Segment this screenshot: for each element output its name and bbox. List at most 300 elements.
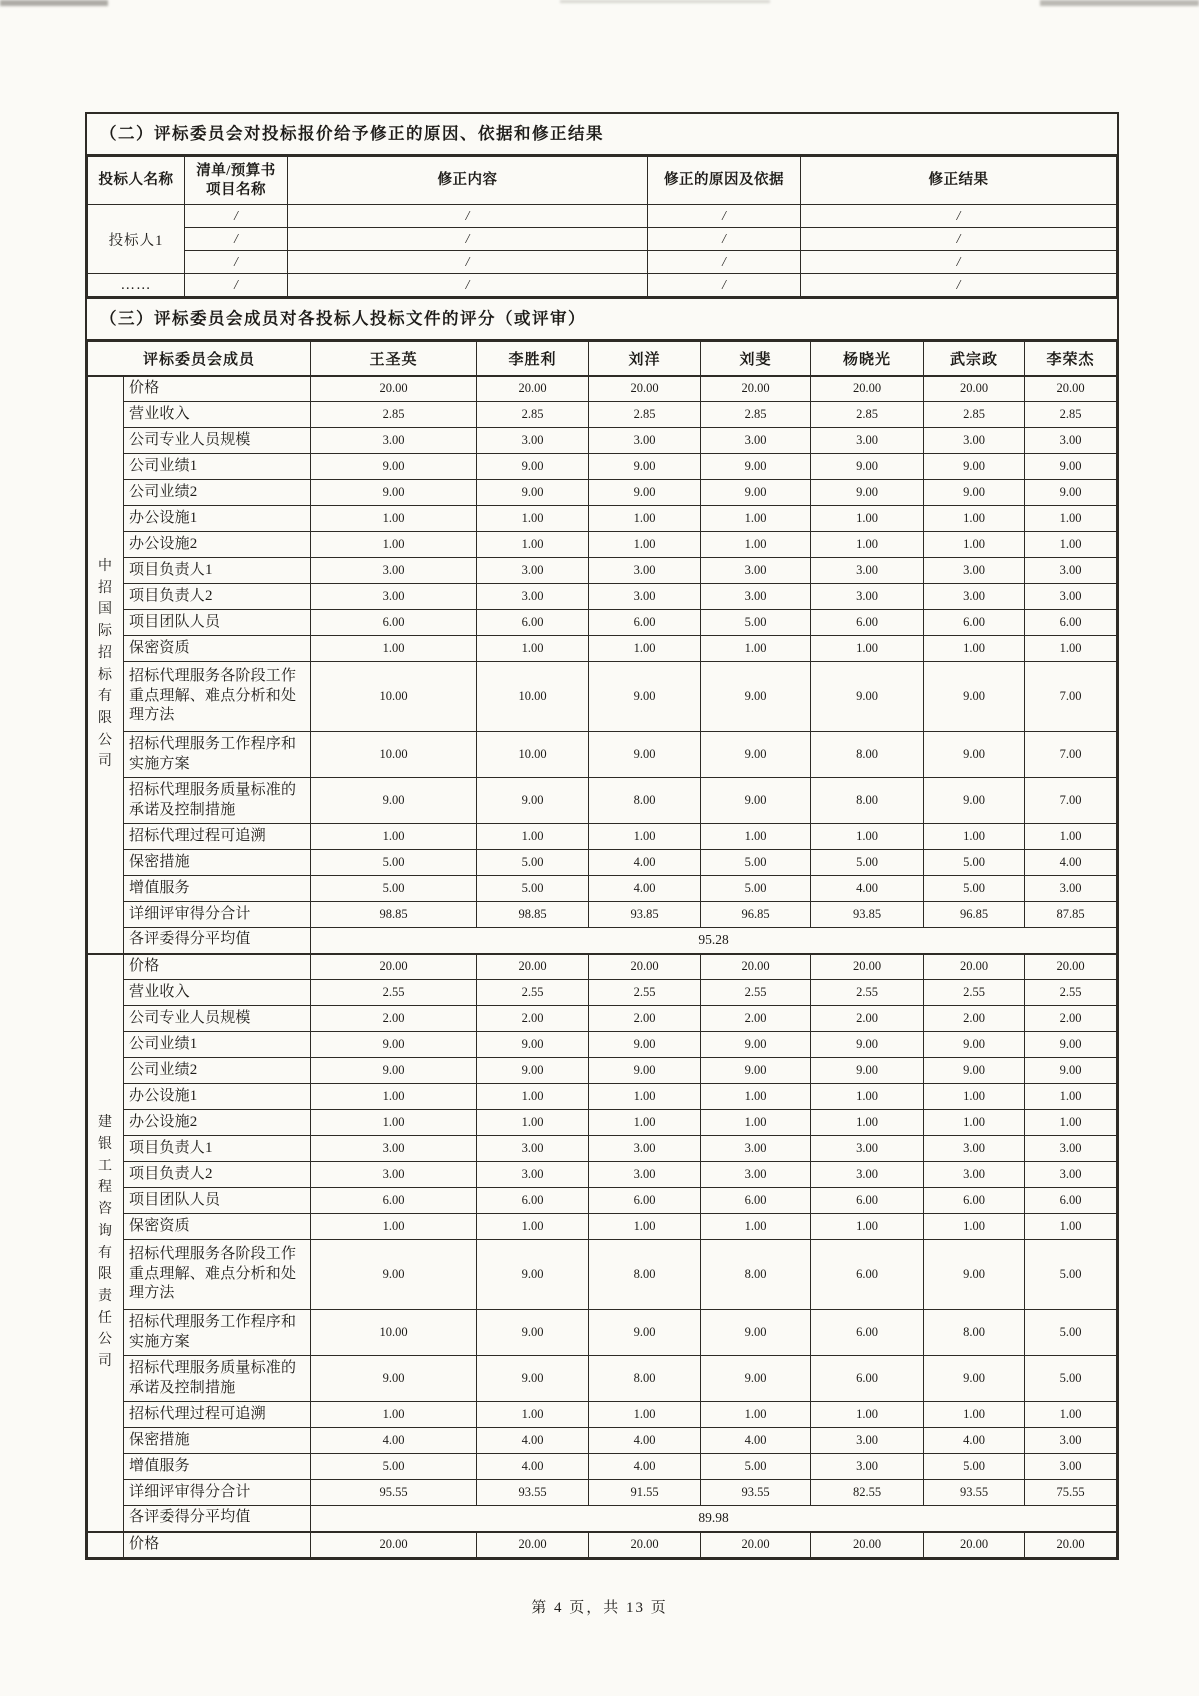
criteria-label: 保密措施 [124,1428,311,1454]
score-cell: 3.00 [811,558,924,584]
score-cell: 6.00 [589,610,701,636]
criteria-label: 办公设施2 [124,532,311,558]
score-cell: 2.55 [701,980,811,1006]
score-cell: 9.00 [701,480,811,506]
score-cell: 1.00 [477,1084,589,1110]
score-cell: 3.00 [1025,1454,1117,1480]
criteria-label: 公司业绩2 [124,1058,311,1084]
score-cell: 9.00 [924,662,1025,732]
criteria-label: 保密措施 [124,850,311,876]
score-cell: 3.00 [924,428,1025,454]
score-cell: 3.00 [589,584,701,610]
score-row [88,1032,1117,1058]
score-cell: 3.00 [311,558,477,584]
score-cell: 3.00 [311,1136,477,1162]
score-row [88,1214,1117,1240]
slash-cell: / [185,205,288,228]
score-cell: 9.00 [701,662,811,732]
score-row [88,1188,1117,1214]
average-value: 95.28 [311,928,1117,954]
score-row [88,1310,1117,1356]
score-cell: 5.00 [311,876,477,902]
score-cell: 9.00 [1025,1032,1117,1058]
score-cell: 5.00 [477,850,589,876]
criteria-label: 公司专业人员规模 [124,1006,311,1032]
member-header-cell: 评标委员会成员 [88,342,311,376]
score-cell: 5.00 [701,1454,811,1480]
score-cell: 2.85 [311,402,477,428]
score-cell: 9.00 [589,480,701,506]
criteria-label: 营业收入 [124,402,311,428]
score-cell: 9.00 [477,1058,589,1084]
scan-artifact [1040,0,1199,6]
score-cell: 1.00 [477,1110,589,1136]
score-cell: 1.00 [701,824,811,850]
score-cell: 9.00 [477,1356,589,1402]
score-cell: 5.00 [924,850,1025,876]
score-cell: 3.00 [1025,428,1117,454]
scan-artifact [0,0,108,6]
score-cell: 2.85 [477,402,589,428]
score-cell: 1.00 [311,532,477,558]
score-cell: 20.00 [1025,1532,1117,1558]
criteria-label: 招标代理服务工作程序和实施方案 [124,1310,311,1356]
score-cell: 5.00 [1025,1240,1117,1310]
slash-cell: / [185,274,288,297]
score-cell: 2.85 [701,402,811,428]
total-cell: 87.85 [1025,902,1117,928]
criteria-label: 保密资质 [124,1214,311,1240]
col-header-reason: 修正的原因及依据 [648,157,801,205]
score-cell: 1.00 [924,1402,1025,1428]
score-cell: 5.00 [701,610,811,636]
score-cell: 4.00 [811,876,924,902]
score-row [88,428,1117,454]
score-cell: 1.00 [589,1402,701,1428]
criteria-label: 办公设施1 [124,1084,311,1110]
score-row [88,532,1117,558]
criteria-label: 办公设施2 [124,1110,311,1136]
score-cell: 9.00 [701,454,811,480]
score-row [88,1162,1117,1188]
score-cell: 3.00 [477,1162,589,1188]
score-row [88,1136,1117,1162]
score-cell: 2.85 [811,402,924,428]
score-cell: 7.00 [1025,732,1117,778]
score-cell: 1.00 [589,532,701,558]
score-cell: 3.00 [811,584,924,610]
score-cell: 1.00 [589,636,701,662]
score-cell: 4.00 [477,1428,589,1454]
total-cell: 93.55 [924,1480,1025,1506]
score-cell: 9.00 [924,1240,1025,1310]
score-cell: 9.00 [311,454,477,480]
score-cell: 8.00 [589,1356,701,1402]
score-cell: 20.00 [311,376,477,402]
total-cell: 93.85 [811,902,924,928]
score-cell: 9.00 [1025,480,1117,506]
member-name: 李胜利 [477,342,589,376]
score-cell: 9.00 [924,1032,1025,1058]
score-cell: 3.00 [1025,1162,1117,1188]
score-cell: 1.00 [1025,1110,1117,1136]
criteria-label: 项目负责人2 [124,1162,311,1188]
average-label: 各评委得分平均值 [124,1506,311,1532]
score-cell: 1.00 [811,824,924,850]
score-cell: 9.00 [701,1356,811,1402]
score-row [88,584,1117,610]
score-cell: 9.00 [477,454,589,480]
score-cell: 6.00 [811,1310,924,1356]
score-cell: 1.00 [811,1402,924,1428]
company-name-empty [88,1532,124,1558]
score-cell: 10.00 [477,732,589,778]
score-cell: 10.00 [311,662,477,732]
score-cell: 1.00 [924,532,1025,558]
criteria-label: 招标代理服务工作程序和实施方案 [124,732,311,778]
score-cell: 4.00 [589,850,701,876]
score-cell: 9.00 [701,1058,811,1084]
average-value: 89.98 [311,1506,1117,1532]
score-cell: 5.00 [924,876,1025,902]
score-cell: 1.00 [701,1214,811,1240]
correction-row [88,205,1117,228]
criteria-label: 增值服务 [124,1454,311,1480]
score-cell: 5.00 [924,1454,1025,1480]
criteria-label: 营业收入 [124,980,311,1006]
criteria-label: 公司专业人员规模 [124,428,311,454]
score-row [88,1454,1117,1480]
score-cell: 9.00 [1025,1058,1117,1084]
score-cell: 6.00 [1025,610,1117,636]
bidder-name: …… [88,274,185,297]
score-cell: 5.00 [1025,1356,1117,1402]
score-cell: 1.00 [811,1084,924,1110]
score-cell: 2.55 [1025,980,1117,1006]
score-cell: 4.00 [701,1428,811,1454]
slash-cell: / [648,251,801,274]
score-row [88,1084,1117,1110]
section3-title: （三）评标委员会成员对各投标人投标文件的评分（或评审） [87,297,1117,341]
score-row [88,1058,1117,1084]
score-cell: 6.00 [811,1188,924,1214]
score-cell: 9.00 [589,454,701,480]
correction-row [88,228,1117,251]
criteria-label: 招标代理服务质量标准的承诺及控制措施 [124,778,311,824]
criteria-label: 招标代理服务质量标准的承诺及控制措施 [124,1356,311,1402]
score-row [88,1006,1117,1032]
score-cell: 1.00 [589,1110,701,1136]
scan-artifact [560,0,770,3]
score-cell: 1.00 [477,636,589,662]
page-footer: 第 4 页，共 13 页 [531,1600,668,1616]
score-cell: 9.00 [924,454,1025,480]
score-cell: 20.00 [589,1532,701,1558]
score-cell: 8.00 [589,778,701,824]
slash-cell: / [648,205,801,228]
criteria-label: 保密资质 [124,636,311,662]
score-cell: 1.00 [589,506,701,532]
criteria-label: 公司业绩2 [124,480,311,506]
score-cell: 9.00 [924,480,1025,506]
score-row [88,850,1117,876]
score-cell: 1.00 [701,1084,811,1110]
col-header-result: 修正结果 [801,157,1117,205]
criteria-label: 招标代理过程可追溯 [124,824,311,850]
score-cell: 9.00 [811,1058,924,1084]
score-row [88,480,1117,506]
score-row [88,610,1117,636]
score-cell: 1.00 [477,506,589,532]
score-cell: 20.00 [701,954,811,980]
score-cell: 10.00 [477,662,589,732]
score-cell: 3.00 [477,584,589,610]
scores-table [87,341,1117,1558]
score-cell: 3.00 [477,558,589,584]
score-row [88,454,1117,480]
score-cell: 3.00 [311,584,477,610]
score-cell: 6.00 [589,1188,701,1214]
score-cell: 3.00 [1025,584,1117,610]
score-cell: 1.00 [311,1214,477,1240]
score-cell: 6.00 [311,1188,477,1214]
score-row [88,1240,1117,1310]
score-cell: 1.00 [924,1110,1025,1136]
score-cell: 1.00 [1025,532,1117,558]
score-cell: 1.00 [311,636,477,662]
score-cell: 3.00 [477,428,589,454]
criteria-label: 招标代理服务各阶段工作重点理解、难点分析和处理方法 [124,662,311,732]
score-cell: 9.00 [701,778,811,824]
score-cell: 1.00 [311,824,477,850]
score-cell: 6.00 [701,1188,811,1214]
score-cell: 2.00 [311,1006,477,1032]
score-cell: 9.00 [811,1032,924,1058]
col-header-content: 修正内容 [288,157,648,205]
score-cell: 1.00 [924,824,1025,850]
score-cell: 1.00 [477,824,589,850]
total-cell: 96.85 [924,902,1025,928]
score-cell: 1.00 [811,506,924,532]
score-cell: 3.00 [811,428,924,454]
score-cell: 9.00 [1025,454,1117,480]
score-row [88,1356,1117,1402]
score-row [88,778,1117,824]
score-row [88,1110,1117,1136]
member-name: 李荣杰 [1025,342,1117,376]
score-cell: 9.00 [701,732,811,778]
score-cell: 4.00 [589,1454,701,1480]
score-cell: 1.00 [1025,1402,1117,1428]
score-cell: 9.00 [311,1240,477,1310]
criteria-label: 价格 [124,376,311,402]
score-cell: 3.00 [701,428,811,454]
score-cell: 20.00 [589,954,701,980]
score-cell: 2.00 [701,1006,811,1032]
total-cell: 93.55 [477,1480,589,1506]
score-cell: 3.00 [701,1136,811,1162]
col-header-bidder: 投标人名称 [88,157,185,205]
score-cell: 9.00 [589,1032,701,1058]
score-cell: 1.00 [811,1110,924,1136]
member-name: 杨晓光 [811,342,924,376]
score-cell: 9.00 [589,1058,701,1084]
score-cell: 1.00 [701,506,811,532]
correction-row [88,274,1117,297]
slash-cell: / [801,228,1117,251]
score-cell: 7.00 [1025,662,1117,732]
score-cell: 3.00 [589,558,701,584]
criteria-label: 招标代理服务各阶段工作重点理解、难点分析和处理方法 [124,1240,311,1310]
score-cell: 20.00 [701,1532,811,1558]
slash-cell: / [185,251,288,274]
score-cell: 4.00 [589,1428,701,1454]
member-name: 武宗政 [924,342,1025,376]
score-cell: 9.00 [701,1310,811,1356]
score-cell: 4.00 [924,1428,1025,1454]
score-cell: 20.00 [1025,954,1117,980]
score-cell: 3.00 [811,1454,924,1480]
slash-cell: / [288,228,648,251]
score-cell: 6.00 [477,610,589,636]
score-cell: 1.00 [811,636,924,662]
score-cell: 1.00 [1025,506,1117,532]
score-row [88,1402,1117,1428]
score-cell: 9.00 [811,480,924,506]
score-cell: 1.00 [924,506,1025,532]
criteria-label: 公司业绩1 [124,454,311,480]
score-cell: 8.00 [811,732,924,778]
score-cell: 3.00 [811,1136,924,1162]
score-cell: 20.00 [811,954,924,980]
score-cell: 3.00 [311,1162,477,1188]
score-cell: 20.00 [311,954,477,980]
score-cell: 8.00 [811,778,924,824]
score-cell: 9.00 [589,732,701,778]
average-row [88,928,1117,954]
company-name: 中招国际招标有限公司 [88,376,124,954]
score-cell: 2.55 [811,980,924,1006]
score-cell: 9.00 [311,1032,477,1058]
score-cell: 20.00 [924,376,1025,402]
correction-header-row [88,157,1117,205]
document-frame [85,112,1119,1560]
average-row [88,1506,1117,1532]
score-cell: 9.00 [811,662,924,732]
total-label: 详细评审得分合计 [124,902,311,928]
score-cell: 1.00 [589,1084,701,1110]
score-row [88,954,1117,980]
score-row [88,376,1117,402]
score-cell: 5.00 [311,1454,477,1480]
slash-cell: / [648,228,801,251]
score-cell: 6.00 [311,610,477,636]
total-cell: 93.85 [589,902,701,928]
total-cell: 96.85 [701,902,811,928]
score-cell: 9.00 [589,662,701,732]
score-cell: 20.00 [1025,376,1117,402]
correction-table-body [88,205,1117,297]
score-row [88,980,1117,1006]
slash-cell: / [801,274,1117,297]
slash-cell: / [801,205,1117,228]
score-cell: 3.00 [811,1162,924,1188]
score-cell: 2.55 [924,980,1025,1006]
average-label: 各评委得分平均值 [124,928,311,954]
score-cell: 2.85 [1025,402,1117,428]
score-cell: 20.00 [811,1532,924,1558]
score-cell: 10.00 [311,1310,477,1356]
score-cell: 20.00 [477,954,589,980]
score-cell: 1.00 [311,1110,477,1136]
bidder-name: 投标人1 [88,205,185,274]
score-cell: 1.00 [1025,1214,1117,1240]
score-row [88,662,1117,732]
criteria-label: 项目负责人1 [124,558,311,584]
score-cell: 4.00 [1025,850,1117,876]
total-cell: 98.85 [477,902,589,928]
score-cell: 5.00 [477,876,589,902]
score-cell: 1.00 [701,1110,811,1136]
total-cell: 93.55 [701,1480,811,1506]
criteria-label: 招标代理过程可追溯 [124,1402,311,1428]
score-cell: 9.00 [477,1240,589,1310]
total-label: 详细评审得分合计 [124,1480,311,1506]
score-cell: 20.00 [924,954,1025,980]
member-name: 刘斐 [701,342,811,376]
score-cell: 1.00 [1025,1084,1117,1110]
score-cell: 1.00 [701,532,811,558]
score-row [88,876,1117,902]
score-cell: 6.00 [811,1356,924,1402]
score-row [88,558,1117,584]
score-cell: 1.00 [589,824,701,850]
score-cell: 9.00 [924,778,1025,824]
score-cell: 3.00 [924,558,1025,584]
section2-title: （二）评标委员会对投标报价给予修正的原因、依据和修正结果 [87,114,1117,156]
total-cell: 98.85 [311,902,477,928]
score-cell: 3.00 [589,1136,701,1162]
score-cell: 3.00 [924,1162,1025,1188]
criteria-label: 公司业绩1 [124,1032,311,1058]
score-cell: 1.00 [1025,636,1117,662]
score-cell: 3.00 [701,584,811,610]
slash-cell: / [185,228,288,251]
score-cell: 1.00 [1025,824,1117,850]
score-cell: 1.00 [924,1214,1025,1240]
score-cell: 5.00 [811,850,924,876]
score-cell: 6.00 [811,1240,924,1310]
slash-cell: / [801,251,1117,274]
score-cell: 3.00 [701,1162,811,1188]
criteria-label: 项目负责人1 [124,1136,311,1162]
score-cell: 1.00 [311,506,477,532]
score-row [88,636,1117,662]
score-cell: 4.00 [589,876,701,902]
score-cell: 6.00 [811,610,924,636]
score-cell: 5.00 [701,850,811,876]
score-cell: 20.00 [924,1532,1025,1558]
score-cell: 5.00 [311,850,477,876]
score-cell: 3.00 [1025,558,1117,584]
score-cell: 2.00 [924,1006,1025,1032]
score-cell: 3.00 [1025,1136,1117,1162]
score-cell: 3.00 [701,558,811,584]
criteria-label: 项目负责人2 [124,584,311,610]
correction-row [88,251,1117,274]
score-cell: 1.00 [701,1402,811,1428]
score-cell: 20.00 [477,376,589,402]
